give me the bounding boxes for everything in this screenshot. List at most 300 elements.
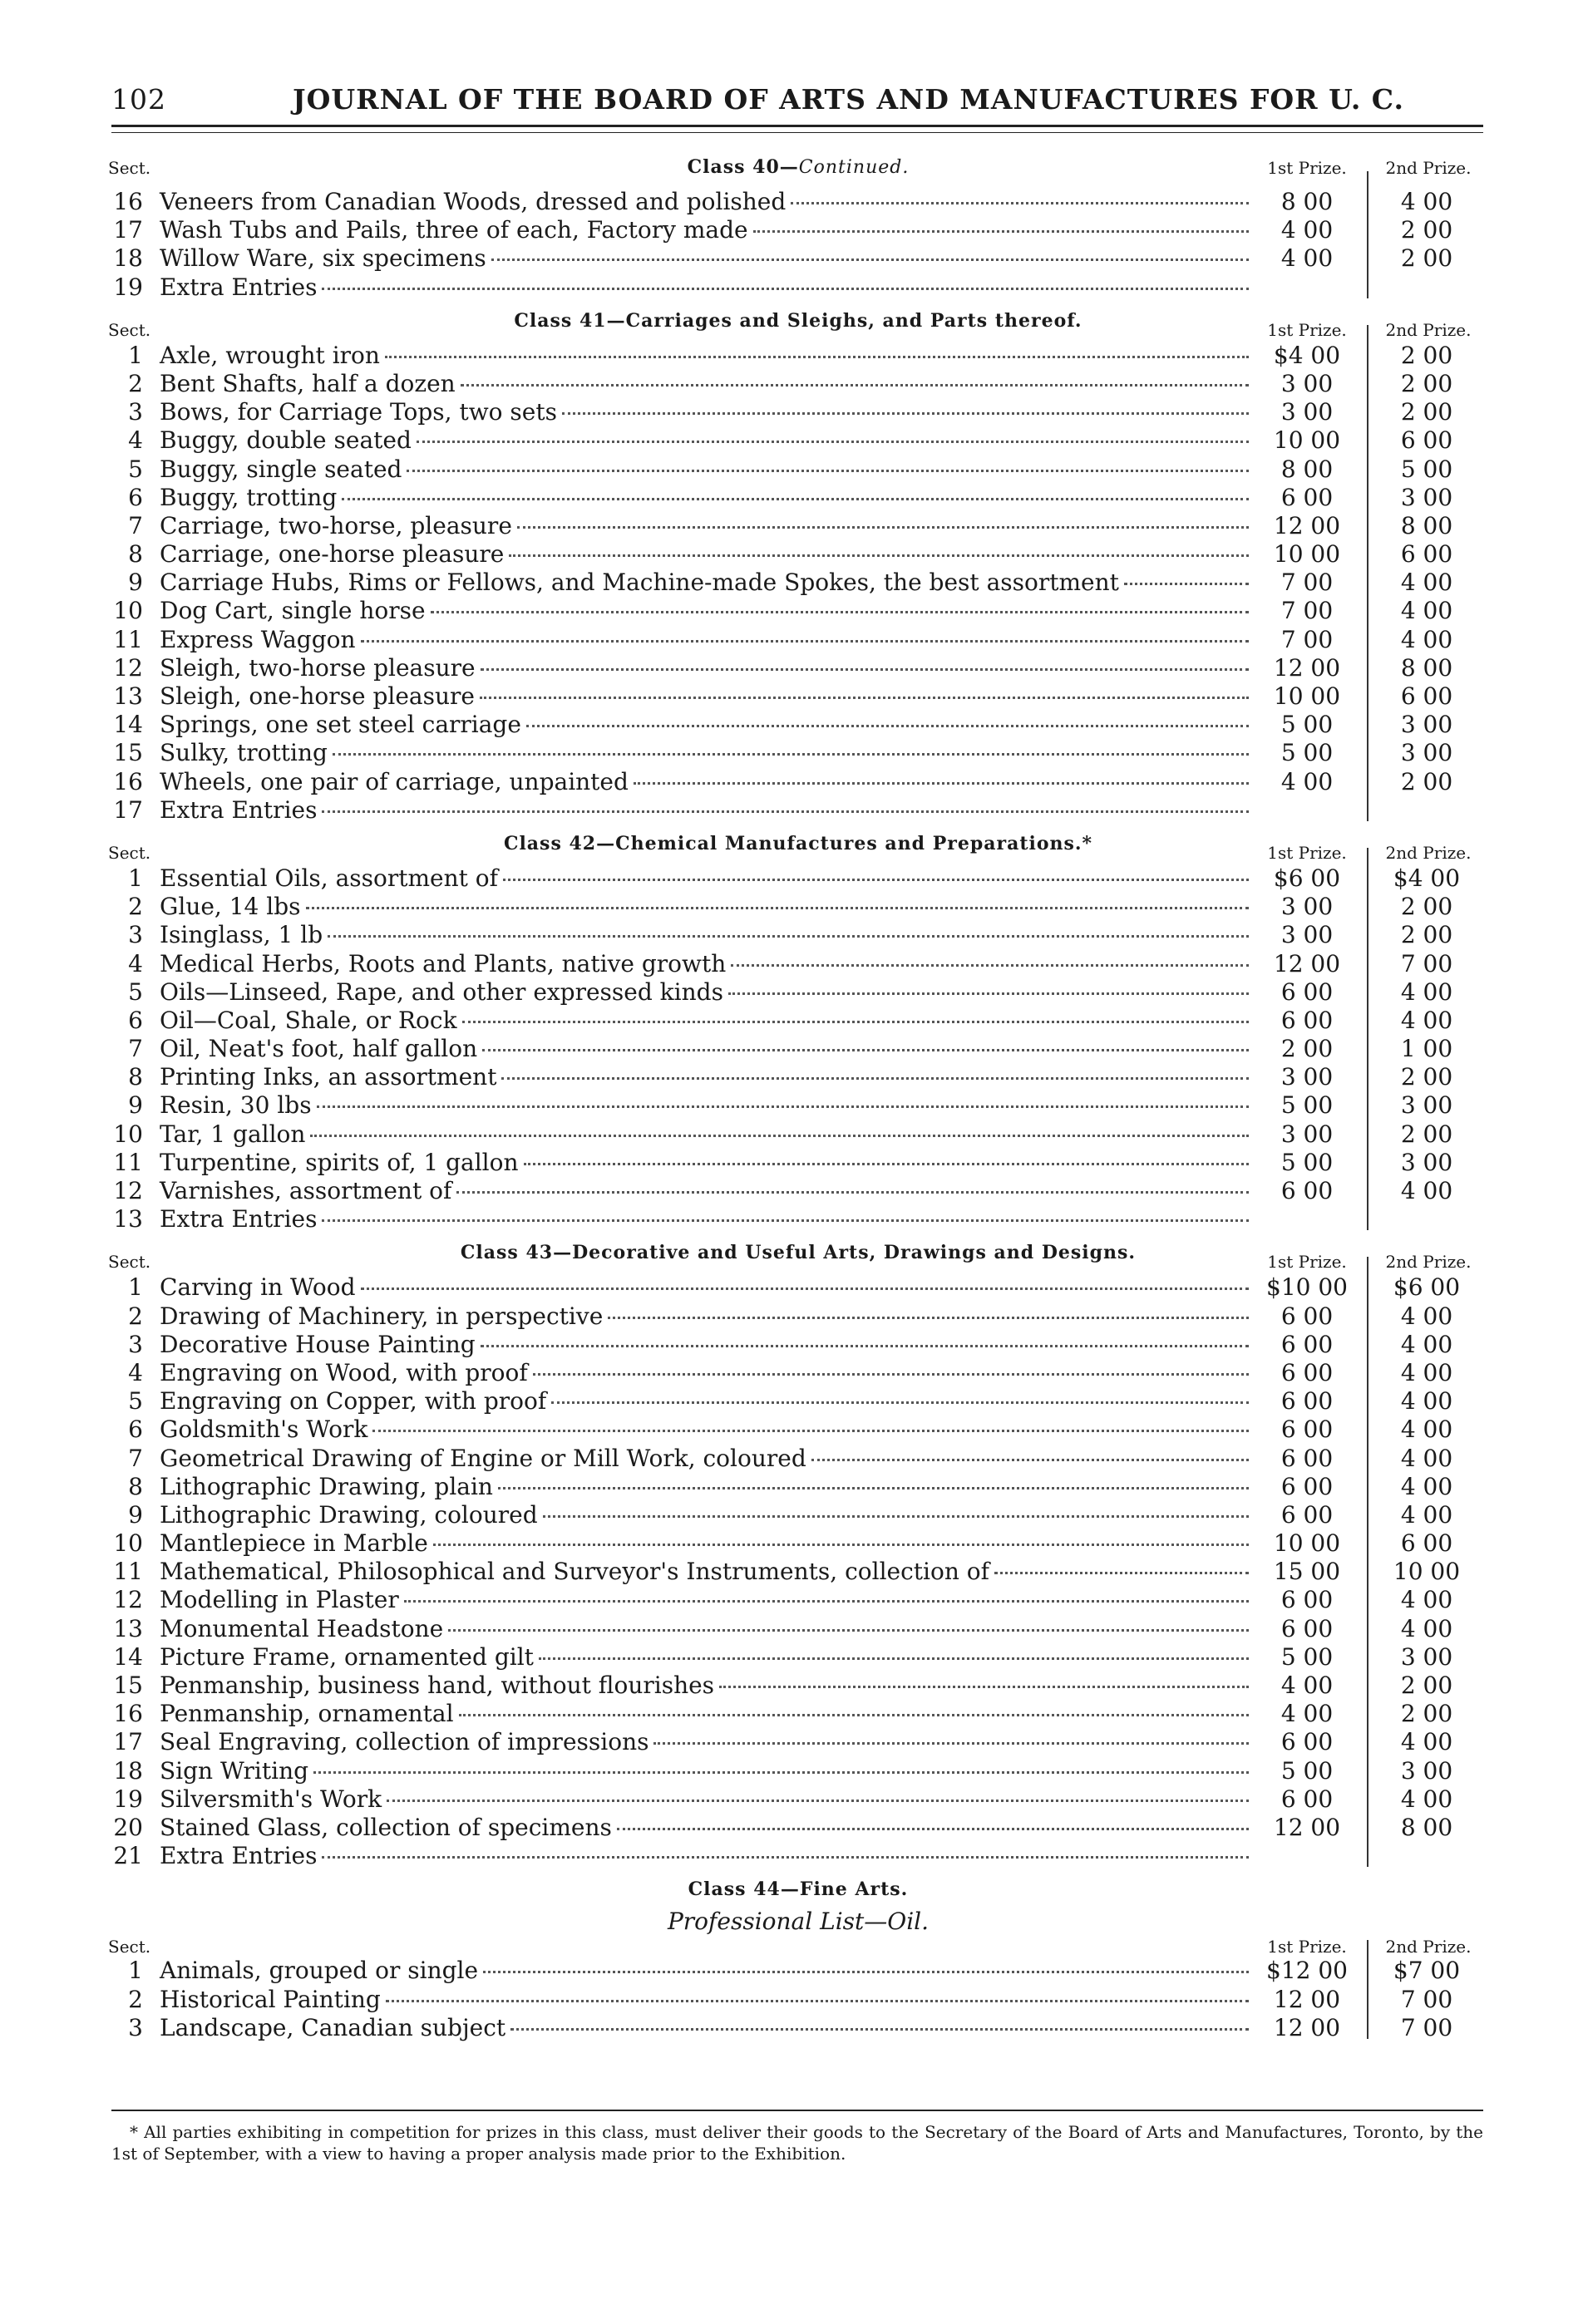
class-42-section (108, 833, 1488, 1233)
entry-label (143, 2014, 1249, 2042)
entry-label (143, 188, 1249, 216)
entry-text: Animals, grouped or single (160, 1957, 479, 1985)
entry-text: Historical Painting (160, 1985, 381, 2013)
second-prize-value: 2 00 (1400, 398, 1453, 426)
entry-label (143, 768, 1249, 796)
sect-number: 2 (128, 1985, 143, 2013)
entry-label (143, 1785, 1249, 1814)
dot-leader (501, 1077, 1249, 1080)
sect-number: 13 (113, 682, 143, 710)
sect-number: 8 (128, 1472, 143, 1500)
entry-label (143, 921, 1249, 949)
entry-text: Oils—Linseed, Rape, and other expressed kinds (160, 977, 723, 1006)
first-prize-value: 6 00 (1280, 1728, 1334, 1756)
entry-text: Extra Entries (160, 1842, 318, 1870)
class-header (108, 310, 1488, 342)
dot-leader (459, 1714, 1249, 1716)
dot-leader (617, 1828, 1249, 1830)
table-row (108, 426, 1488, 455)
first-prize-value: 6 00 (1280, 1006, 1334, 1034)
sect-number: 9 (128, 1500, 143, 1529)
first-prize-value: 6 00 (1280, 977, 1334, 1006)
entry-label (143, 864, 1249, 893)
dot-leader (811, 1459, 1249, 1461)
table-row (108, 1842, 1488, 1870)
table-row (108, 273, 1488, 302)
dot-leader (498, 1487, 1249, 1489)
table-row (108, 950, 1488, 978)
entry-label (143, 569, 1249, 597)
first-prize-value: 5 00 (1280, 1642, 1334, 1671)
sect-number: 10 (113, 1120, 143, 1148)
class-header (108, 1242, 1488, 1273)
second-prize-value: 4 00 (1400, 1358, 1453, 1386)
sect-number: 7 (128, 511, 143, 539)
first-prize-value: 3 00 (1280, 921, 1334, 949)
second-prize-column-label: 2nd Prize. (1385, 842, 1472, 863)
second-prize-value: 4 00 (1400, 1614, 1453, 1642)
first-prize-value: 3 00 (1280, 1120, 1334, 1148)
dot-leader (524, 1163, 1250, 1165)
table-row (108, 342, 1488, 370)
second-prize-value: 4 00 (1400, 1006, 1453, 1034)
entry-label (143, 682, 1249, 711)
table-row (108, 1091, 1488, 1120)
table-row (108, 1331, 1488, 1359)
first-prize-value: 5 00 (1280, 711, 1334, 739)
second-prize-value: 2 00 (1400, 893, 1453, 921)
dot-leader (994, 1572, 1249, 1574)
entry-text: Carriage, one-horse pleasure (160, 540, 505, 569)
sect-number: 11 (113, 625, 143, 653)
column-header (108, 1937, 1488, 1957)
second-prize-value: 5 00 (1400, 455, 1453, 483)
entry-label (143, 739, 1249, 767)
entry-label (143, 1473, 1249, 1501)
table-row (108, 1700, 1488, 1728)
second-prize-value: 6 00 (1400, 426, 1453, 455)
first-prize-value: 4 00 (1280, 1700, 1334, 1728)
class-title-text: Class 40— (687, 156, 799, 178)
entry-text: Tar, 1 gallon (160, 1120, 306, 1148)
first-prize-value: 6 00 (1280, 1358, 1334, 1386)
entry-label (143, 1091, 1249, 1120)
first-prize-value: 4 00 (1280, 1672, 1334, 1699)
entry-text: Sulky, trotting (160, 739, 328, 767)
second-prize-column-label: 2nd Prize. (1385, 158, 1472, 178)
dot-leader (322, 288, 1249, 290)
dot-leader (431, 611, 1249, 613)
entry-text: Decorative House Painting (160, 1330, 476, 1358)
table-row (108, 244, 1488, 273)
dot-leader (322, 1219, 1249, 1222)
entry-label (143, 1757, 1249, 1785)
dot-leader (361, 640, 1249, 643)
sect-number: 1 (128, 1957, 143, 1985)
dot-leader (372, 1430, 1249, 1432)
entry-text: Isinglass, 1 lb (160, 921, 323, 949)
first-prize-value: 7 00 (1280, 569, 1334, 597)
sect-number: 1 (128, 341, 143, 369)
entry-text: Buggy, trotting (160, 483, 338, 511)
entry-label (143, 1728, 1249, 1756)
first-prize-value: 6 00 (1280, 1500, 1334, 1529)
dot-leader (1124, 583, 1249, 585)
sect-number: 10 (113, 597, 143, 625)
entry-label (143, 1302, 1249, 1331)
table-row (108, 398, 1488, 426)
sect-number: 4 (128, 1358, 143, 1386)
entry-text: Essential Oils, assortment of (160, 864, 499, 892)
sect-number: 18 (113, 1756, 143, 1785)
second-prize-value: 2 00 (1400, 767, 1453, 795)
first-prize-value: 5 00 (1280, 1091, 1334, 1120)
first-prize-value: 8 00 (1280, 188, 1334, 215)
second-prize-value: 4 00 (1400, 1728, 1453, 1756)
table-row (108, 512, 1488, 540)
header-rule (111, 125, 1483, 133)
second-prize-value: 3 00 (1400, 1148, 1453, 1176)
second-prize-value: 4 00 (1400, 569, 1453, 597)
entry-text: Penmanship, business hand, without flourishes (160, 1672, 715, 1699)
first-prize-value: 5 00 (1280, 1756, 1334, 1785)
table-row (108, 1359, 1488, 1387)
prize-rows (108, 1273, 1488, 1870)
first-prize-value: 10 00 (1273, 1529, 1341, 1558)
table-row (108, 2014, 1488, 2042)
entry-text: Oil—Coal, Shale, or Rock (160, 1006, 457, 1034)
second-prize-value: 4 00 (1400, 1302, 1453, 1330)
table-row (108, 1529, 1488, 1558)
second-prize-value: 2 00 (1400, 921, 1453, 949)
dot-leader (462, 1021, 1249, 1023)
entry-text: Varnishes, assortment of (160, 1177, 452, 1204)
second-prize-value: 6 00 (1400, 540, 1453, 569)
first-prize-value: 6 00 (1280, 1472, 1334, 1500)
second-prize-value: 6 00 (1400, 1529, 1453, 1558)
dot-leader (306, 907, 1249, 909)
dot-leader (634, 782, 1249, 785)
table-row (108, 1302, 1488, 1331)
table-row (108, 978, 1488, 1007)
table-row (108, 1757, 1488, 1785)
first-prize-value: $10 00 (1266, 1273, 1348, 1302)
entry-label (143, 1643, 1249, 1672)
dot-leader (491, 258, 1249, 261)
second-prize-value: 4 00 (1400, 977, 1453, 1006)
sect-number: 9 (128, 1091, 143, 1120)
table-row (108, 370, 1488, 398)
sect-number: 16 (113, 1700, 143, 1728)
dot-leader (753, 230, 1249, 233)
second-prize-value: 3 00 (1400, 1091, 1453, 1120)
table-row (108, 626, 1488, 654)
entry-label (143, 1814, 1249, 1842)
second-prize-value: 3 00 (1400, 1642, 1453, 1671)
second-prize-value: 2 00 (1400, 341, 1453, 369)
entry-label (143, 1205, 1249, 1233)
entry-text: Lithographic Drawing, coloured (160, 1500, 538, 1529)
dot-leader (551, 1401, 1249, 1404)
second-prize-value: 3 00 (1400, 1756, 1453, 1785)
entry-text: Monumental Headstone (160, 1614, 444, 1642)
entry-label (143, 1387, 1249, 1416)
sect-number: 17 (113, 216, 143, 244)
second-prize-value: 8 00 (1400, 511, 1453, 539)
second-prize-column-label: 2nd Prize. (1385, 319, 1472, 340)
table-row (108, 1149, 1488, 1177)
sect-number: 16 (113, 188, 143, 215)
table-row (108, 569, 1488, 597)
entry-text: Modelling in Plaster (160, 1586, 399, 1614)
entry-label (143, 1957, 1249, 1985)
first-prize-value: $6 00 (1273, 864, 1341, 892)
class-header (108, 1878, 1488, 1907)
entry-text: Sign Writing (160, 1756, 309, 1785)
sect-number: 1 (128, 1273, 143, 1302)
table-row (108, 1957, 1488, 1985)
table-row (108, 1063, 1488, 1091)
second-prize-column-label: 2nd Prize. (1385, 1252, 1472, 1273)
entry-label (143, 1501, 1249, 1529)
dot-leader (322, 810, 1249, 813)
entry-label (143, 1149, 1249, 1177)
dot-leader (653, 1742, 1249, 1745)
table-row (108, 455, 1488, 484)
table-row (108, 921, 1488, 949)
prize-list (108, 156, 1488, 2051)
second-prize-value: 1 00 (1400, 1035, 1453, 1063)
dot-leader (509, 554, 1249, 557)
second-prize-value: 7 00 (1400, 2013, 1453, 2041)
sect-number: 16 (113, 767, 143, 795)
class-header (108, 833, 1488, 864)
class-title: Class 41—Carriages and Sleighs, and Parts thereof. (514, 309, 1082, 332)
first-prize-value: 6 00 (1280, 483, 1334, 511)
class-title: Class 44—Fine Arts. (688, 1878, 909, 1901)
entry-text: Drawing of Machinery, in perspective (160, 1302, 604, 1330)
first-prize-value: 6 00 (1280, 1302, 1334, 1330)
table-row (108, 1120, 1488, 1149)
second-prize-value: 4 00 (1400, 1472, 1453, 1500)
entry-label (143, 597, 1249, 625)
first-prize-value: 6 00 (1280, 1614, 1334, 1642)
first-prize-value: 6 00 (1280, 1177, 1334, 1204)
second-prize-value: $7 00 (1393, 1957, 1461, 1985)
sect-number: 6 (128, 1006, 143, 1034)
sect-number: 13 (113, 1205, 143, 1233)
prize-rows (108, 1957, 1488, 2042)
entry-label (143, 1842, 1249, 1870)
sect-number: 6 (128, 483, 143, 511)
second-prize-value: $4 00 (1393, 864, 1461, 892)
sect-number: 11 (113, 1148, 143, 1176)
dot-leader (417, 441, 1249, 443)
class-subtitle: Professional List—Oil. (667, 1908, 930, 1936)
dot-leader (481, 1345, 1249, 1347)
class-title: Class 42—Chemical Manufactures and Preparations.* (503, 832, 1093, 854)
entry-label (143, 1007, 1249, 1035)
entry-text: Sleigh, two-horse pleasure (160, 653, 476, 682)
entry-label (143, 1586, 1249, 1614)
dot-leader (361, 1288, 1249, 1290)
entry-label (143, 978, 1249, 1007)
first-prize-value: 10 00 (1273, 682, 1341, 710)
entry-text: Axle, wrought iron (160, 341, 380, 369)
second-prize-value: 2 00 (1400, 244, 1453, 273)
sect-number: 2 (128, 1302, 143, 1330)
entry-text: Silversmith's Work (160, 1785, 382, 1813)
first-prize-value: 12 00 (1273, 2013, 1341, 2041)
dot-leader (731, 964, 1249, 967)
table-row (108, 1986, 1488, 2014)
first-prize-value: 6 00 (1280, 1586, 1334, 1614)
sect-number: 19 (113, 1785, 143, 1813)
sect-number: 2 (128, 893, 143, 921)
dot-leader (562, 412, 1249, 415)
second-prize-value: 4 00 (1400, 1387, 1453, 1416)
sect-number: 5 (128, 455, 143, 483)
entry-label (143, 1416, 1249, 1444)
table-row (108, 682, 1488, 711)
sect-number: 4 (128, 426, 143, 455)
first-prize-value: 12 00 (1273, 511, 1341, 539)
sect-number: 15 (113, 739, 143, 767)
first-prize-value: 6 00 (1280, 1330, 1334, 1358)
prize-rows (108, 188, 1488, 302)
second-prize-value: 7 00 (1400, 949, 1453, 977)
dot-leader (385, 356, 1249, 358)
dot-leader (543, 1515, 1249, 1518)
sect-column-label: Sect. (108, 842, 151, 863)
class-40-section (108, 156, 1488, 302)
first-prize-value: 2 00 (1280, 1035, 1334, 1063)
table-row (108, 188, 1488, 216)
entry-text: Turpentine, spirits of, 1 gallon (160, 1148, 519, 1176)
sect-number: 6 (128, 1416, 143, 1444)
entry-text: Stained Glass, collection of specimens (160, 1813, 612, 1841)
entry-label (143, 540, 1249, 569)
table-row (108, 216, 1488, 244)
first-prize-value: 8 00 (1280, 455, 1334, 483)
table-row (108, 1035, 1488, 1063)
second-prize-value: $6 00 (1393, 1273, 1461, 1302)
entry-text: Bent Shafts, half a dozen (160, 369, 456, 397)
dot-leader (510, 2028, 1249, 2031)
sect-number: 5 (128, 977, 143, 1006)
first-prize-value: 3 00 (1280, 369, 1334, 397)
sect-number: 14 (113, 711, 143, 739)
table-row (108, 1643, 1488, 1672)
entry-label (143, 273, 1249, 302)
dot-leader (526, 725, 1249, 727)
sect-number: 14 (113, 1642, 143, 1671)
table-row (108, 1558, 1488, 1586)
first-prize-value: 3 00 (1280, 398, 1334, 426)
entry-label (143, 1558, 1249, 1586)
second-prize-value: 4 00 (1400, 1586, 1453, 1614)
sect-number: 3 (128, 2013, 143, 2041)
first-prize-value: 5 00 (1280, 1148, 1334, 1176)
entry-label (143, 1359, 1249, 1387)
entry-label (143, 1445, 1249, 1473)
first-prize-value: 6 00 (1280, 1785, 1334, 1813)
sect-number: 7 (128, 1444, 143, 1472)
second-prize-value: 2 00 (1400, 1120, 1453, 1148)
entry-label (143, 1615, 1249, 1643)
table-row (108, 484, 1488, 512)
table-row (108, 1445, 1488, 1473)
entry-label (143, 1529, 1249, 1558)
first-prize-column-label: 1st Prize. (1267, 158, 1347, 178)
entry-label (143, 893, 1249, 921)
dot-leader (480, 697, 1249, 699)
entry-label (143, 1331, 1249, 1359)
table-row (108, 1814, 1488, 1842)
dot-leader (533, 1373, 1249, 1376)
entry-label (143, 1672, 1249, 1700)
first-prize-column-label: 1st Prize. (1267, 319, 1347, 340)
entry-text: Veneers from Canadian Woods, dressed and polished (160, 188, 787, 215)
table-row (108, 1728, 1488, 1756)
dot-leader (313, 1771, 1249, 1774)
dot-leader (503, 879, 1249, 881)
page-number: 102 (111, 83, 166, 116)
class-44-section (108, 1878, 1488, 2042)
table-row (108, 1586, 1488, 1614)
first-prize-value: 7 00 (1280, 597, 1334, 625)
entry-label (143, 1700, 1249, 1728)
second-prize-value: 3 00 (1400, 483, 1453, 511)
first-prize-value: 10 00 (1273, 540, 1341, 569)
first-prize-value: 12 00 (1273, 1813, 1341, 1841)
first-prize-value: 3 00 (1280, 893, 1334, 921)
second-prize-value: 4 00 (1400, 1444, 1453, 1472)
entry-label (143, 1120, 1249, 1149)
first-prize-value: 3 00 (1280, 1063, 1334, 1091)
entry-text: Extra Entries (160, 795, 318, 824)
journal-title: JOURNAL OF THE BOARD OF ARTS AND MANUFACTURES FOR U. C. (293, 83, 1404, 116)
class-title: Class 43—Decorative and Useful Arts, Drawings and Designs. (460, 1242, 1137, 1264)
sect-number: 19 (113, 273, 143, 301)
entry-text: Engraving on Copper, with proof (160, 1387, 547, 1416)
table-row (108, 540, 1488, 569)
entry-label (143, 1986, 1249, 2014)
entry-text: Picture Frame, ornamented gilt (160, 1642, 534, 1671)
sect-number: 15 (113, 1672, 143, 1699)
second-prize-value: 8 00 (1400, 653, 1453, 682)
dot-leader (483, 1971, 1249, 1973)
dot-leader (328, 935, 1249, 938)
sect-number: 12 (113, 1586, 143, 1614)
entry-text: Engraving on Wood, with proof (160, 1358, 528, 1386)
first-prize-column-label: 1st Prize. (1267, 1937, 1347, 1957)
sect-number: 21 (113, 1842, 143, 1870)
first-prize-value: 6 00 (1280, 1444, 1334, 1472)
entry-label (143, 370, 1249, 398)
entry-text: Geometrical Drawing of Engine or Mill Work, coloured (160, 1444, 806, 1472)
entry-text: Willow Ware, six specimens (160, 244, 486, 273)
table-row (108, 597, 1488, 625)
sect-number: 17 (113, 795, 143, 824)
sect-number: 10 (113, 1529, 143, 1558)
second-prize-value: 3 00 (1400, 711, 1453, 739)
first-prize-column-label: 1st Prize. (1267, 842, 1347, 863)
table-row (108, 1785, 1488, 1814)
dot-leader (322, 1856, 1249, 1859)
class-header (108, 156, 1488, 188)
dot-leader (448, 1629, 1249, 1632)
